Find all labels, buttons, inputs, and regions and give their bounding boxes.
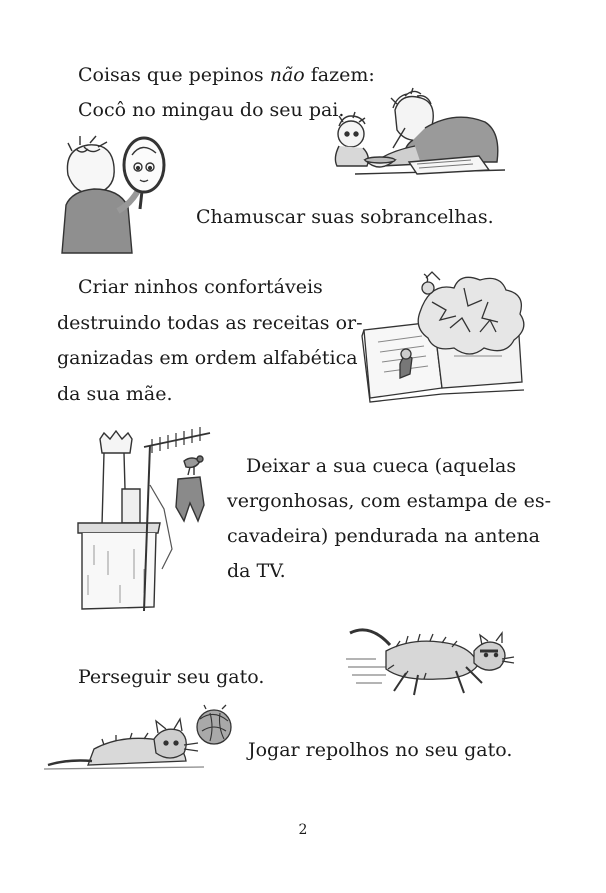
item-underwear-line: cavadeira) pendurada na antena bbox=[227, 525, 540, 547]
item-cabbage: Jogar repolhos no seu gato. bbox=[248, 739, 513, 761]
item-nests-line: Criar ninhos confortáveis bbox=[78, 276, 323, 298]
page-number: 2 bbox=[298, 822, 308, 838]
item-nests-line: destruindo todas as receitas or- bbox=[57, 312, 363, 334]
item-eyebrows: Chamuscar suas sobrancelhas. bbox=[196, 206, 494, 228]
emphasis-word: não bbox=[269, 64, 305, 86]
torn-recipe-book-illustration bbox=[360, 272, 530, 400]
item-underwear-line: da TV. bbox=[227, 560, 286, 582]
item-underwear-line: vergonhosas, com estampa de es- bbox=[227, 490, 551, 512]
heading-line: Coisas que pepinos não fazem: bbox=[78, 64, 375, 86]
boy-mirror-illustration bbox=[58, 135, 168, 255]
cat-and-cabbage-illustration bbox=[44, 705, 240, 775]
item-chase-cat: Perseguir seu gato. bbox=[78, 666, 265, 688]
dad-eating-porridge-illustration bbox=[325, 88, 505, 184]
chimney-antenna-illustration bbox=[74, 425, 214, 615]
running-cat-illustration bbox=[346, 625, 516, 700]
item-nests-line: ganizadas em ordem alfabética bbox=[57, 347, 358, 369]
item-nests-line: da sua mãe. bbox=[57, 383, 173, 405]
item-porridge: Cocô no mingau do seu pai. bbox=[78, 99, 345, 121]
item-underwear-line: Deixar a sua cueca (aquelas bbox=[246, 455, 517, 477]
